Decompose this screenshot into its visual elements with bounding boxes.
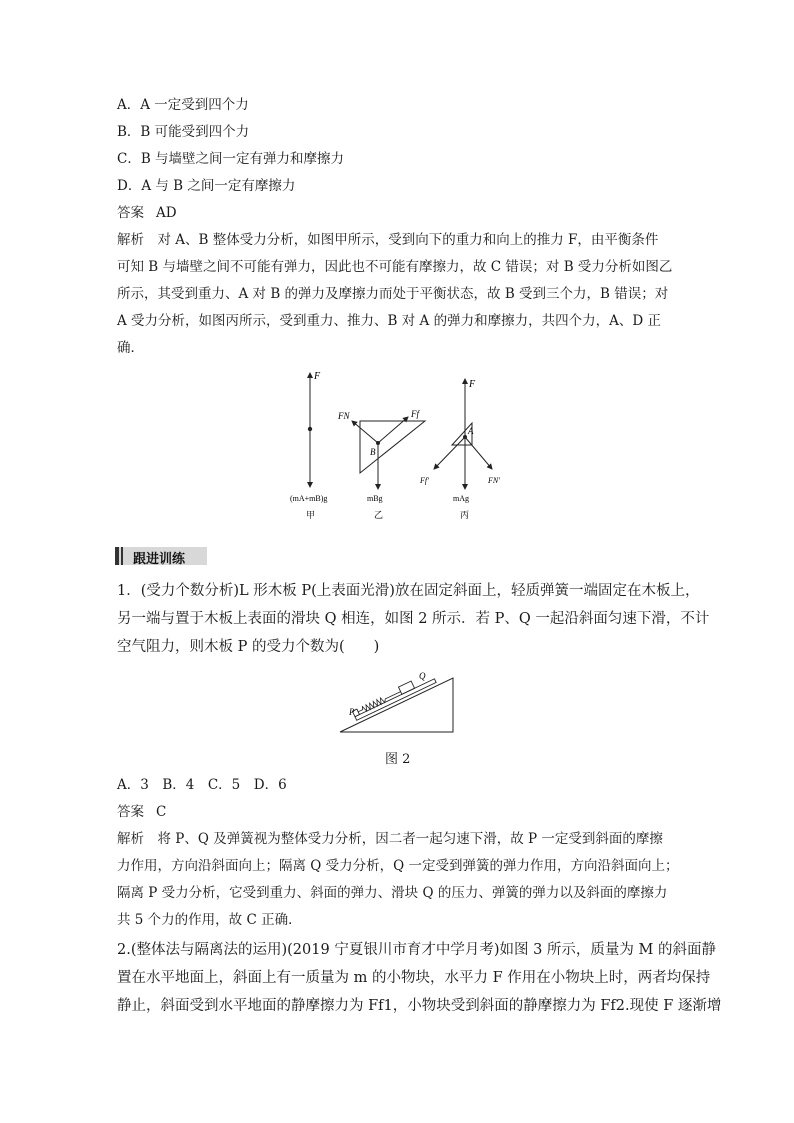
option-c: C．B 与墙壁之间一定有弹力和摩擦力: [117, 151, 345, 167]
yi-center-dot: [376, 441, 380, 445]
figure-2-caption: 图 2: [385, 752, 411, 767]
jia-caption: 甲: [306, 510, 316, 520]
bing-caption: 丙: [460, 510, 470, 520]
analysis-1-line-4: A 受力分析，如图丙所示，受到重力、推力、B 对 A 的弹力和摩擦力，共四个力，A、D 正: [117, 313, 661, 329]
label-p: P: [349, 707, 355, 717]
force-diagrams-figure: [280, 365, 520, 525]
answer-2: 答案 C: [117, 804, 167, 820]
analysis-2-line-3: 隔离 P 受力分析，它受到重力、斜面的弹力、滑块 Q 的压力、弹簧的弹力以及斜面的摩擦力: [117, 885, 668, 901]
option-d: D．A 与 B 之间一定有摩擦力: [117, 178, 296, 194]
q1-line-2: 另一端与置于木板上表面的滑块 Q 相连，如图 2 所示．若 P、Q 一起沿斜面匀速下滑，不计: [117, 611, 710, 627]
jia-gravity-label: (mA+mB)g: [290, 494, 328, 503]
diagram-yi: [337, 409, 425, 520]
yi-caption: 乙: [374, 510, 384, 520]
bing-ff-arrow: [434, 437, 465, 469]
block-q: [398, 681, 414, 694]
diagram-jia: [290, 371, 327, 520]
section-marker: [115, 547, 119, 565]
answer-1: 答案 AD: [117, 205, 177, 221]
yi-fn-label: FN: [338, 411, 350, 421]
option-b: B．B 可能受到四个力: [117, 124, 250, 140]
analysis-1-line-3: 所示，其受到重力、A 对 B 的弹力及摩擦力而处于平衡状态，故 B 受到三个力，B 错误；对: [117, 286, 669, 302]
yi-ff-label: Ff: [411, 409, 419, 419]
bing-ff-label: Ff′: [420, 476, 429, 485]
jia-center-dot: [308, 427, 312, 431]
yi-gravity-label: mBg: [367, 494, 383, 503]
section-marker-thin: [121, 547, 123, 565]
analysis-2-line-1: 解析 将 P、Q 及弹簧视为整体受力分析，因二者一起匀速下滑，故 P 一定受到斜面的摩擦: [117, 831, 663, 847]
option-a: A．A 一定受到四个力: [117, 97, 249, 113]
analysis-1-line-2: 可知 B 与墙壁之间不可能有弹力，因此也不可能有摩擦力，故 C 错误；对 B 受力分析如图乙: [117, 259, 673, 275]
q1-line-1: 1．(受力个数分析)L 形木板 P(上表面光滑)放在固定斜面上，轻质弹簧一端固定在木板上，: [117, 583, 700, 599]
section-title: 跟进训练: [133, 552, 186, 567]
incline-figure: [335, 665, 470, 737]
analysis-2-line-2: 力作用，方向沿斜面向上；隔离 Q 受力分析，Q 一定受到弹簧的弹力作用，方向沿斜面向上；: [117, 858, 679, 874]
incline-slope: [340, 678, 453, 732]
q2-line-3: 静止，斜面受到水平地面的静摩擦力为 Ff1，小物块受到斜面的静摩擦力为 Ff2.现使 F 逐渐增: [117, 998, 722, 1014]
q1-line-3: 空气阻力，则木板 P 的受力个数为( ): [117, 639, 380, 655]
q2-line-2: 置在水平地面上，斜面上有一质量为 m 的小物块，水平力 F 作用在小物块上时，两者均保持: [117, 970, 711, 986]
q1-options: A．3 B．4 C．5 D．6: [117, 777, 287, 793]
yi-body-label: B: [370, 447, 376, 457]
bing-fn-arrow: [465, 437, 492, 469]
bing-center-dot: [463, 435, 467, 439]
analysis-2-line-4: 共 5 个力的作用，故 C 正确．: [117, 912, 302, 928]
section-header: [115, 547, 207, 565]
yi-fn-arrow: [352, 421, 378, 443]
jia-force-label: F: [314, 371, 321, 382]
bing-fn-label: FN′: [488, 476, 500, 485]
bing-force-label: F: [469, 379, 476, 390]
diagram-bing: [419, 379, 500, 520]
label-q: Q: [419, 671, 426, 681]
analysis-1-line-5: 确．: [117, 340, 144, 356]
bing-gravity-label: mAg: [453, 494, 469, 503]
analysis-1-line-1: 解析 对 A、B 整体受力分析，如图甲所示，受到向下的重力和向上的推力 F，由平衡条件: [117, 232, 659, 248]
board-p: [355, 679, 436, 720]
q2-line-1: 2.(整体法与隔离法的运用)(2019 宁夏银川市育才中学月考)如图 3 所示，质量为 M 的斜面静: [117, 942, 716, 958]
bing-body-label: A: [468, 426, 474, 436]
